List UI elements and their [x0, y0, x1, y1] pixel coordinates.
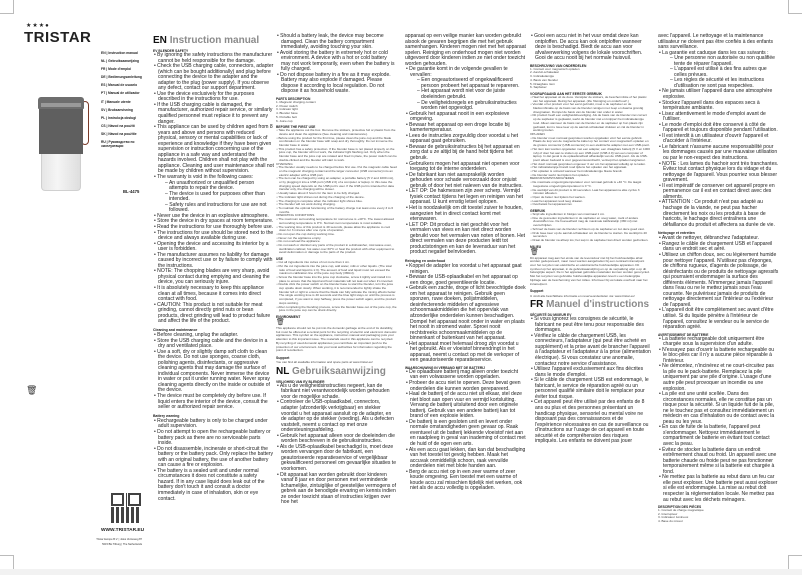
bullet-item: • Store the device in dry spaces at room temperature. — [153, 219, 274, 225]
small-bullet-item: • De blender moet normaal gesproken worden opgeladen vóór het eerste gebruik. Plaats de kop van de magnetische kabel op het contact voor magnetisch opladen en de grotere connector (USB-connector) in een elektrische adapter met een USB-poort. — [530, 137, 651, 148]
small-bullet-item: • De maximale omgevingstemperatuur voor normaal gebruik is +40 °C. De laagst toegestane omgevingstemperatuur is 0 °C. — [530, 181, 651, 188]
bullet-item: • Gooi een accu niet in het vuur omdat deze kan ontploffen. De accu kan ook ontploffen wanneer deze is beschadigd. Biedt de accu aan voor afvalverwerking volgens de lokale voorschriften. Gooi de accu nooit bij het normale huisvuil. — [530, 34, 651, 62]
bullet-item: • Het apparaat moet helemaal droog zijn voordat u het gebruikt. Als er vloeistof binnendringt in het apparaat, neemt u contact op met de verkoper of een geautoriseerde reparatieservice. — [405, 342, 526, 364]
subheading: ENVIRONMENT — [276, 314, 301, 319]
subheading: BESCHRIJVING VAN ONDERDELEN — [530, 63, 587, 68]
bullet-item: • This appliance can be used by children aged from 8 years and above and persons with reduced physical, sensory or mental capabilities or lack of experience and knowledge if they have been given supervision or instruction concerning use of the appliance in a safe way and understand the hazards involved. Children shall not play with the appliance. Cleaning and user maintenance shall not be made by children without supervision. — [153, 125, 274, 175]
bullet-item: • Gebruik een zachte, droge of licht bevochtigde doek om het apparaat te reinigen. Gebruik geen sponzen, ruwe doeken, polijstmiddelen, desinfecterende middelen of agressieve schoonmaakmiddelen die het oppervlak van afzonderlijke onderdelen kunnen beschadigen. Dompel het apparaat nooit onder in water en plaats het nooit in stromend water. Sproei nooit rechtstreeks schoonmaakmiddelen op de binnenkant of buitenkant van het apparaat. — [405, 286, 526, 341]
bullet-item: • Stockez l'appareil dans des espaces secs à température ambiante. — [658, 101, 779, 112]
small-bullet-item: • To maintain the optimal functioning of the battery charge it at least once every 3 to 6 months. — [276, 207, 397, 214]
bullet-item: • Utilisez l'appareil exclusivement aux fins décrites dans le mode d'emploi. — [530, 367, 651, 378]
bullet-item: • Do not disassemble, incinerate or short-circuit the battery or the battery pack. Only replace the battery with an original battery, the use of another battery can cause a fire or explosion. — [153, 447, 274, 469]
company-address — [94, 537, 142, 547]
paragraph: avec l'appareil. Le nettoyage et la maintenance utilisateur ne doivent pas être confiés à des enfants sans surveillance. — [658, 33, 774, 51]
bullet-item: • Never use the device in an explosive atmosphere. — [153, 214, 274, 220]
small-bullet-item: • Het item kan worden opgeladen met een adapter, een draagbare batterij (5 V en 1000 mA) of door het aan te sluiten op een USB-poort (USB 2.0) van een computer of laptop. In dat geval is de oplaadsnelheid afhankelijk van de USB-poort. Als de USB-poort alleen bedoeld is voor gegevensoverdracht, verloopt het opladen langzamer. — [530, 148, 651, 163]
bullet-item: • Lisez attentivement le mode d'emploi avant de l'utiliser. — [658, 112, 779, 123]
subheading: VEILIGHEID VAN EV BLENDER — [276, 379, 325, 384]
bullet-item: • Le fabricant n'assume aucune responsabilité pour les dommages causés par une mauvaise utilisation ou par le non-respect des instructions. — [658, 145, 779, 162]
bullet-item: • Rechargeable battery is only to be charged under adult supervision. — [153, 419, 274, 430]
bullet-item: • The device must be completely dry before use. If liquid enters the interior of the device, consult the seller or authorized repair service. — [153, 394, 274, 411]
language-item: DE | Bedienungsanleitung — [101, 75, 142, 80]
bullet-item: • If the USB charging cable is damaged, the manufacturer, authorized repair service, or similarly qualified personnel must replace it to prevent any danger. — [153, 103, 274, 125]
crop-mark — [788, 0, 802, 14]
language-item: NL | Gebruiksaanwijzing — [101, 59, 140, 64]
address-line: Tristar Europe B.V. | Jules Verneweg 87 — [96, 538, 142, 541]
language-code: NL — [276, 365, 290, 377]
small-text: U vindt alle beschikbare informatie en reserveonderdelen via: www.tristar.eu! — [530, 293, 635, 298]
small-bullet-item: • Put the cut ingredients into the juice cup, add water, milk or other liquids. (The total ratio of food and liquid is 1:3). The amount of food and liquid must not exceed the maximum calibration line of the juice cup body (380ml). — [276, 265, 397, 276]
small-text: 5. Draagbare riem — [530, 81, 555, 86]
bullet-item: • Use a soft, dry or slightly damp soft cloth to clean the device. Do not use sponges, coarse cloth, polishing agents, disinfectants, or aggressive cleaning agents that may damage the surface of individual components. Never immerse the device in water or put it under running water. Never spray cleaning agents directly on the inside or outside of the device. — [153, 350, 274, 394]
bullet-item: • Gebruik het apparaat nooit in een explosieve omgeving. — [405, 112, 526, 123]
text-column — [658, 34, 779, 524]
weee-bin-icon: 🗑 — [276, 318, 285, 326]
small-text: BEDRIJFSOMSTANDIGHEDEN — [530, 176, 575, 181]
subheading: Battery warning — [153, 413, 180, 418]
small-bullet-item: • Cut all ingredients into cubes of not more than 1 cm. — [276, 261, 397, 265]
subheading: VOORAFGAAND AAN HET EERSTE GEBRUIK — [530, 91, 602, 96]
small-bullet-item: • Het opladen is voltooid wanneer het indicatielampje blauw brandt. — [530, 170, 651, 174]
small-bullet-item: • Do not overload the appliance. — [276, 240, 397, 244]
bullet-item: • Do not dispose battery in a fire as it may explode. Battery may also explode if damaged. Please dispose it according to local regulation. Do not dispose it as household waste. — [276, 73, 397, 95]
small-text: OPERATING CONDITIONS — [276, 213, 315, 218]
small-bullet-item: • Dit product heeft een veiligheidsbeveiliging. Als de basis van de blender niet correct op de sapbeker is geplaatst, werkt de blender niet en knippert het indicatielampje rood. Alleen wanneer de basis van de blender en de sapbeker op hun plaats zijn gedraaid, kunt u twee keer op de aan/uit-schakelaar drukken en zal de blender in werking treden. — [530, 114, 651, 133]
small-bullet-item: • The working time of this product is 40 seconds, please allow the appliance to cool down for 3 minutes after one cycle of operation. — [276, 226, 397, 233]
bullet-item: • Before cleaning, unplug the adapter. — [153, 333, 274, 339]
bullet-item: • The warranty is void in the following cases: — [153, 175, 274, 181]
small-bullet-item: • Take the appliance out the box. Remove the stickers, protective foil or plastic from the device and clean the appliance (See cleaning and maintenance). — [276, 129, 397, 136]
small-bullet-item: • De blender werkt niet tijdens het opladen. — [530, 174, 651, 178]
subheading: SÉCURITÉ DU MIXEUR EV — [530, 313, 572, 318]
small-text: 2. Aan/uit-schakelaar — [530, 70, 559, 75]
small-text: 6. Sapbeker — [530, 85, 547, 90]
bullet-item: • By ignoring the safety instructions the manufacturer cannot be held responsible for the damage. — [153, 53, 274, 64]
small-bullet-item: • Open de beker niet tijdens het werken. — [530, 196, 651, 200]
small-bullet-item: • Before using the product for the first time, please clean the juice cup and the blade combination on the blender base with soap and dry thoroughly. Do not immerse the blender base in water. — [276, 137, 397, 148]
bullet-item: • Cet appareil peut être utilisé par des enfants de 8 ans ou plus et des personnes présentant un handicap physique, sensoriel ou mental voire ne disposant pas des connaissances et de l'expérience nécessaires en cas de surveillance ou d'instructions sur l'usage de cet appareil en toute sécurité et de compréhension des risques impliqués. Les enfants ne doivent pas jouer — [530, 400, 651, 444]
small-text: 4. Basis van blender — [530, 77, 559, 82]
bullet-item: • De oplaadbare batterij mag alleen onder toezicht van een volwassene worden opgeladen. — [405, 370, 526, 381]
bullet-item: • Should a battery leak, the device may become damaged. Clean the battery compartment immediately, avoiding touching your skin. — [276, 34, 397, 51]
small-text: 4. Base du mixeur — [658, 519, 683, 524]
subheading: MILIEU — [530, 244, 542, 249]
subheading: USE — [276, 257, 283, 262]
text-column — [530, 34, 651, 445]
bullet-item: • Als een accu gaat lekken, dan kan dat beschadiging van het toestel tot gevolg hebben. Maak het accuvak onmiddellijk schoon, raak vervuilde onderdelen niet met blote handen aan. — [405, 448, 526, 470]
small-bullet-item: • Draai de blender na afloop los; het sap in de sapbeker kan direct worden gedronken. — [530, 239, 651, 243]
address-line: 5015 BH Tilburg | The Netherlands — [102, 543, 142, 546]
small-bullet-item: • The charging is complete when the indicator light shines blue. — [276, 200, 397, 204]
cover-panel — [0, 0, 150, 575]
bullet-item: • Si vous ignorez les consignes de sécurité, le fabricant ne peut être tenu pour responsable des dommages. — [530, 317, 651, 334]
brand-logo: TRISTAR — [24, 29, 92, 46]
bullet-item: • De fabrikant kan niet aansprakelijk worden gehouden voor schade veroorzaakt door onjuist gebruik of door het niet naleven van de instructies. — [405, 173, 526, 190]
bullet-item: • Als de USB-oplaadkabel beschadigd is, moet deze worden vervangen door de fabrikant, een geautoriseerde reparatieservice of vergelijkbaar gekwalificeerd personeel om gevaarlijke situaties te voorkomen. — [276, 445, 397, 473]
bullet-item: • Opening the device and accessing its interior by a user is forbidden. — [153, 242, 274, 253]
model-number: BL-4475 — [123, 189, 140, 194]
bullet-item: • En cas de fuite de la batterie, l'appareil peut s'endommager. Nettoyez immédiatement le compartiment de batterie en évitant tout contact avec la peau. — [658, 425, 779, 447]
bullet-item: • Controleer de USB-oplaadkabel, connectors, adapter (afzonderlijk verkrijgbaar) en stekker voordat u het apparaat aansluit op de adapter, en de adapter op de stekker (voeding). Als u defecten vaststelt, neemt u contact op met onze ondersteuningsafdeling. — [276, 400, 397, 433]
small-bullet-item: • Snijd alle ingrediënten in blokjes van maximaal 1 cm. — [530, 213, 651, 217]
small-text: 3. Indicatielampje — [530, 74, 555, 79]
small-bullet-item: • Never run the appliance empty. — [276, 237, 397, 241]
language-item: IT | Manuale utente — [101, 99, 131, 104]
bullet-item: • LET OP: Dit product is niet geschikt voor het vermalen van vlees en kan niet direct worden gebruikt voor het vermalen van noten of bonen. Het direct vermalen van deze producten leidt tot productstoringen en kan de levensduur van het product negatief beïnvloeden. — [405, 223, 526, 256]
small-text: 3. Indicator light — [276, 107, 298, 112]
subheading: Cleaning and maintenance — [153, 327, 198, 332]
product-cup — [41, 154, 81, 191]
heading-title: Instruction manual — [169, 35, 260, 46]
bullet-item: • Dit apparaat kan worden gebruikt door kinderen vanaf 8 jaar en door personen met verminderde lichamelijke, zintuiglijke of geestelijke vermogens of gebrek aan de benodigde ervaring en kennis indien ze onder toezicht staan of instructies krijgen over hoe het — [276, 473, 397, 506]
bullet-item: • Ne jamais utiliser l'appareil dans une atmosphère explosive. — [658, 89, 779, 100]
product-lid — [38, 97, 84, 109]
small-text: 3. Indicateur lumineux — [658, 515, 689, 520]
crop-mark — [788, 555, 802, 569]
small-text: You can find all available information and spare parts at www.tristar.eu! — [276, 360, 373, 365]
bullet-item: • Koppel de adapter los voordat u het apparaat gaat reinigen. — [405, 264, 526, 275]
small-bullet-item: • Het duurt normaal gesproken ongeveer 3 uur om het apparaat volledig op te laden. — [530, 163, 651, 167]
section-heading — [276, 366, 397, 378]
small-text: CHARGING — [276, 161, 293, 166]
bullet-item: • De garantie komt in de volgende gevallen te vervallen: — [405, 67, 526, 78]
text-column — [153, 34, 274, 502]
section-heading — [530, 299, 651, 311]
bullet-item: • Als u de veiligheidsinstructies negeert, kan de fabrikant niet verantwoordelijk worden gehouden voor de mogelijke schade. — [276, 384, 397, 401]
heading-title: Manuel d'instructions — [546, 299, 650, 311]
sub-bullet-item: – The device is used for purposes other than intended. — [153, 192, 274, 203]
small-text: 1. Contact de charge magnétique — [658, 508, 704, 513]
section-heading — [153, 35, 274, 47]
bullet-item: • Rangez le câble de chargement USB et l'appareil dans un endroit sec et aéré. — [658, 242, 779, 253]
bullet-item: • La pile est une unité scellée. Dans des circonstances normales, elle ne constitue pas un risque pour la sécurité. Si un liquide fuit de la pile, ne le touchez pas et consultez immédiatement un médecin en cas d'inhalation ou de contact avec la peau ou les yeux. — [658, 392, 779, 425]
bullet-item: • Vérifiez le câble de chargement USB, les connecteurs, l'adaptateur (qui peut être acheté en supplément) et la prise avant de brancher l'appareil à l'adaptateur et l'adaptateur à la prise (alimentation électrique). Si vous constatez une anomalie, contactez notre service d'assistance. — [530, 334, 651, 367]
bullet-item: • Gebruik het apparaat alleen voor de doeleinden die worden beschreven in de gebruiksinstructies. — [276, 434, 397, 445]
small-bullet-item: • The blender will not work during charging. — [276, 203, 397, 207]
bullet-item: • Il est interdit à un utilisateur d'ouvrir l'appareil et d'accéder à l'intérieur. — [658, 134, 779, 145]
paragraph: apparaat op een veilige manier kan worden gebruikt alsook de gevaren begrijpen die met het gebruik samenhangen. Kinderen mogen niet met het apparaat spelen. Reiniging en onderhoud mogen niet worden uitgevoerd door kinderen indien ze niet onder toezicht worden gehouden. — [405, 33, 526, 67]
bullet-item: • Utilisez un chiffon doux, sec ou légèrement humide pour nettoyer l'appareil. N'utilisez pas d'éponges, de chiffons rugueux, d'agents de polissage, de désinfectants ou de produits de nettoyage agressifs qui pourraient endommager la surface des différents éléments. N'immergez jamais l'appareil dans l'eau ou ne le mettez jamais sous l'eau courante. Ne pulvérisez jamais de produits de nettoyage directement sur l'intérieur ou l'extérieur de l'appareil. — [658, 253, 779, 308]
small-text: 2. Interrupteur — [658, 511, 678, 516]
small-bullet-item: • Doe de gesneden ingrediënten in de sapbeker en voeg water, melk of andere vloeistoffen toe. De hoeveelheid mag de maximale kalibratielijn (380 ml) niet overschrijden. — [530, 217, 651, 228]
bullet-item: • De batterij is een gesloten unit en levert onder normale omstandigheden geen gevaar op. Raak eventueel uit de batterij lekkende vloeistof niet aan en raadpleeg in geval van inademing of contact met de huid of de ogen een arts. — [405, 420, 526, 448]
bullet-item: • N'essayez pas d'ouvrir la batterie rechargeable ou le bloc-piles car il n'y a aucune pièce réparable à l'intérieur. — [658, 348, 779, 365]
bullet-item: • Bewaar de USB-oplaadkabel en het apparaat op een droge, goed geventileerde locatie. — [405, 275, 526, 286]
bullet-item: • Probeer de accu niet te openen. Deze bevat geen onderdelen die kunnen worden gerepareerd. — [405, 381, 526, 392]
small-text: 1. Contact voor magnetisch opladen — [530, 66, 580, 71]
sub-bullet-item: – Une personne non autorisée ou non qualifiée tente de réparer l'appareil. — [658, 56, 779, 67]
small-text: OPLADEN — [530, 131, 545, 136]
bullet-item: • La batterie rechargeable doit uniquement être chargée sous la supervision d'un adulte. — [658, 337, 779, 348]
language-item: SV | Bruksanvisning — [101, 107, 133, 112]
sub-bullet-item: – Het apparaat wordt niet voor de juiste doeleinden gebruikt. — [405, 89, 526, 100]
bullet-item: • Check the USB charging cable, connectors, adapter (which can be bought additionally) and plug before connecting the device to the adapter and the adapter to the plug (power supply). If you observe any defect, contact our support department. — [153, 64, 274, 92]
bullet-item: • CAUTION: This product is not suitable for meat grinding, cannot directly grind nuts or bean products, direct grinding will lead to product failure and affect the life of the product. — [153, 303, 274, 325]
subheading: BEFORE THE FIRST USE — [276, 125, 316, 130]
bullet-item: • NOTE : Les lames du hachoir sont très tranchantes. Évitez tout contact physique lors du vidage et du nettoyage de l'appareil. Vous pourriez vous blesser gravement. — [658, 162, 779, 184]
small-bullet-item: • The item can be charged by using an adapter, a portable battery (5 V and 1000 mA), or by plugging it into a USB port (USB 2.0) of a computer or laptop. In this case the charging speed depends on the USB port's user. If the USB port is intended for data transfer only, the charging will be slower. — [276, 177, 397, 192]
bullet-item: • L'appareil doit être complètement sec avant d'être utilisé. Si du liquide pénètre à l'intérieur de l'appareil, consultez le vendeur ou le service de réparation agréé. — [658, 308, 779, 330]
small-text: Dit apparaat mag aan het einde van de levensduur niet bij het huishoudelijke afval worden gedeponeerd, maar moet worden aangeboden bij een centraal inzamelpunt voor het recyclen van elektrische en elektronische huishoudelijke apparaten. Dit symbool op het apparaat, in de gebruiksaanwijzing en op de verpakking wijst u op dit belangrijke aspect. De in het apparaat gebruikte materialen kunnen worden gerecycled. Met het recyclen van gebruikte huishoudelijke apparaten levert u een belangrijke bijdrage aan de bescherming van het milieu. Informeer bij uw lokale overheid naar het inzamelpunt. — [530, 255, 650, 286]
subheading: Reiniging en onderhoud — [405, 258, 446, 263]
small-bullet-item: • Double click the power switch on the blender base to start the blender, turn the juice cup upside down slowly. When working, it is recommended to lightly shake the blender left or right to ensure that the blade can fully activate the mixing effects better. The single working time is 40 seconds and the blue light stays on until the process is completed, if you want to stop halfway, press the power switch again, and the product stops working. — [276, 283, 397, 305]
subheading: EV BLENDER SAFETY — [153, 49, 189, 53]
bullet-item: • Si le câble de chargement USB est endommagé, le fabricant, le service de réparation agréé ou un personnel qualifié similaire doit le remplacer pour éviter tout risque. — [530, 378, 651, 400]
subheading: Support — [276, 355, 290, 360]
sub-bullet-item: – Safety rules and instructions for use are not followed. — [153, 203, 274, 214]
subheading: Nettoyage et entretien — [658, 231, 695, 236]
bullet-item: • Gebruikers mogen het apparaat niet openen voor toegang tot de interne onderdelen. — [405, 162, 526, 173]
bullet-item: • The instructions for use should be stored next to the device and always available during use. — [153, 231, 274, 242]
small-bullet-item: • This product has a safety protection. If the blender base is not placed properly on the juice cup, the blender will not work, the indicator light flashing red. Only when the blender base and the juice cup are rotated and fixed in place, the power switch can be double-clicked and the blender will start to work. — [276, 148, 397, 163]
sub-bullet-item: – Een ongeautoriseerd of ongekwalificeerd persoon probeert het apparaat te repareren. — [405, 78, 526, 89]
language-item: SK | Návod na použitie — [101, 131, 137, 136]
bullet-item: • Bewaar de gebruiksinstructies bij het apparaat en zorg dat u ze altijd bij de hand hebt tijdens het gebruik. — [405, 145, 526, 162]
bullet-item: • Do not attempt to open the rechargeable battery or battery pack as there are no serviceable parts inside. — [153, 430, 274, 447]
bullet-item: • Évitez de stocker la batterie dans un endroit extrêmement chaud ou froid. Un appareil avec une batterie chaude ou froide peut ne pas fonctionner temporairement même si la batterie est chargée à fond. — [658, 448, 779, 476]
small-bullet-item: • After completing the blending process, screw the blender base out of the juice cup, the juice in the juice cup can be drunk directly. — [276, 306, 397, 313]
language-code: FR — [530, 299, 544, 311]
small-text: 2. Power switch — [276, 103, 298, 108]
language-item: RU | Руководство по эксплуатации — [101, 140, 135, 149]
product-image — [37, 97, 97, 197]
small-bullet-item: • De werktijd van dit product is 40 seconden. Laat het apparaat na elke cyclus 3 minuten afkoelen. — [530, 189, 651, 196]
language-item: PL | Instrukcja obsługi — [101, 115, 137, 120]
small-text: 4. Blender base — [276, 111, 298, 116]
small-bullet-item: • Usually takes about 3 hours for the item to be fully charged. — [276, 192, 397, 196]
small-bullet-item: • Haal het apparaat uit de doos. Verwijder de stickers, de beschermfolie of het plastic van het apparaat. Reinig het apparaat. (Zie 'Reiniging en onderhoud'.) — [530, 96, 651, 103]
website-url: WWW.TRISTAR.EU — [101, 528, 145, 533]
language-list — [101, 51, 151, 148]
small-bullet-item: • Do not open the cup during working time. — [276, 233, 397, 237]
bullet-item: • Use the device exclusively for the purposes described in the instructions for use. — [153, 92, 274, 103]
language-item: PT | Manual de utilizador — [101, 91, 140, 96]
bullet-item: • Berg de accu niet op in een zeer warme of zeer koude omgeving. Een toestel met een warme of koude accu zal misschien tijdelijk niet werken, ook niet als de accu volledig is opgeladen. — [405, 470, 526, 492]
small-bullet-item: • Screw the blender base into the juice cup clockwise, screw it tightly and install it in place to ensure that the liquid and food materials will not leak out when it's inverted. — [276, 276, 397, 283]
small-text: This appliance should not be put into the domestic garbage at the end of its durability, but must be offered at a central point for the recycling of electric and electronic domestic appliances. This symbol on the appliance, instruction manual and packaging puts your attention to this important issue. The materials used in this appliance can be recycled. By recycling of used domestic appliances you contribute an important push to the protection of our environment. Ask your local authorities for information regarding the point of recollection. — [276, 325, 397, 353]
small-bullet-item: • The indicator light shines red during the charging of the device. — [276, 196, 397, 200]
logo-stars-icon: ★★★● — [26, 23, 50, 29]
bullet-item: • Ne mettez pas la batterie au rebut dans un feu car elle peut exploser. Une batterie peut aussi exploser si elle est endommagée. La mise au rebut doit respecter la réglementation locale. Ne mettez pas au rebut avec les déchets ménagers. — [658, 475, 779, 503]
language-code: EN — [153, 35, 167, 46]
page-bottom-edge — [0, 569, 802, 575]
small-bullet-item: • Het indicatielampje brandt rood tijdens het opladen van het apparaat. — [530, 166, 651, 170]
bullet-item: • La garantie est caduque dans les cas suivants : — [658, 51, 779, 57]
bullet-item: • It is absolutely necessary to keep this appliance clean at all times, because it comes into direct contact with food. — [153, 286, 274, 303]
language-item: EN | Instruction manual — [101, 51, 138, 55]
small-bullet-item: • Laat het apparaat nooit leeg draaien. — [530, 200, 651, 204]
small-bullet-item: • The blender usually needs to be charged before first use. Put the magnetic cable head on the magnetic charging contact and the larger connector (USB connector) into an electric adapter with a USB port. — [276, 166, 397, 177]
subheading: DESCRIPTION DES PIÈCES — [658, 505, 702, 510]
subheading: PARTS DESCRIPTION — [276, 97, 311, 102]
weee-bin-icon: 🗑 — [530, 248, 539, 256]
bullet-item: • Avoid storing the battery in extremely hot or cold environment. A device with a hot or cold battery may not work temporarily, even when the battery is fully charged. — [276, 51, 397, 73]
small-bullet-item: • Overbelast het apparaat niet. — [530, 203, 651, 207]
bullet-item: • NOTE: The chopping blades are very sharp, avoid physical contact during emptying and cleaning the device, you can seriously injure. — [153, 269, 274, 286]
subheading: Support — [530, 289, 544, 294]
bullet-item: • Het is noodzakelijk om dit toestel zuiver te houden, aangezien het in direct contact komt met etenswaren. — [405, 206, 526, 223]
bullet-item: • ATTENTION : Ce produit n'est pas adapté au hachage de la viande, ne peut pas hacher directement les noix ou les produits à base de haricots, le hachage direct entraînera une défaillance du produit et affectera sa durée de vie. — [658, 200, 779, 228]
sub-bullet-item: – An unauthorized or unqualified person attempts to repair the device. — [153, 181, 274, 192]
sub-bullet-item: – L'appareil est utilisé à des fins autres que celles prévues. — [658, 67, 779, 78]
language-item: FR | Mode d'emploi — [101, 67, 132, 72]
bullet-item: • Lees de instructies zorgvuldig door voordat u het apparaat gaat gebruiken. — [405, 134, 526, 145]
qr-code — [111, 493, 141, 523]
bullet-item: • Le mode d'emploi doit être conservé à côté de l'appareil et toujours disponible pendant l'utilisation. — [658, 123, 779, 134]
bullet-item: • The battery is a sealed unit and under normal circumstances it does not constitute a safety hazard. If in any case liquid does leak out of the battery don't touch it and consult a doctor immediately in case of inhalation, skin or eye contact. — [153, 469, 274, 502]
sub-bullet-item: – Les règles de sécurité et les instructions d'utilisation ne sont pas respectées. — [658, 78, 779, 89]
language-item: ES | Manual de usuario — [101, 83, 138, 88]
subheading: WAARSCHUWING IN VERBAND MET DE BATTERIJ — [405, 365, 485, 370]
bullet-item: • Haal de batterij of de accu niet uit elkaar, stel deze niet bloot aan open vuur en vermijd kortsluiting. Vervang de batterij uitsluitend door een originele batterij. Gebruik van een andere batterij kan tot brand of een explosie leiden. — [405, 392, 526, 420]
small-bullet-item: • Voordat u het product voor het eerst gebruikt, moet u de sapbeker en de bladcombinatie op de basis van de blender reinigen met zeep en daarna grondig droogmaken. Dompel de basis van de blender niet onder in water. — [530, 103, 651, 114]
bullet-item: • Avant de nettoyer, débranchez l'adaptateur. — [658, 236, 779, 242]
sub-bullet-item: – De veiligheidsregels en gebruiksinstructies worden niet opgevolgd. — [405, 101, 526, 112]
bullet-item: • Read the instructions for use thoroughly before use. — [153, 225, 274, 231]
text-column — [405, 34, 526, 492]
small-text: 1. Magnetic charging contact — [276, 100, 316, 105]
bullet-item: • The manufacturer assumes no liability for damage caused by incorrect use or by failure to comply with the instructions. — [153, 253, 274, 270]
product-sleeve — [39, 109, 83, 154]
bullet-item: • Il est impératif de conserver cet appareil propre en permanence car il est en contact direct avec des aliments. — [658, 184, 779, 201]
bullet-item: • Ne démontez, n'incinérez et ne court-circuitez pas la pile ou le pack-batterie. Remplacez la pile uniquement par une pile d'origine. L'usage d'une autre pile peut provoquer un incendie ou une explosion. — [658, 364, 779, 392]
small-text: 6. Juice cup — [276, 118, 293, 123]
heading-title: Gebruiksaanwijzing — [291, 365, 386, 377]
small-bullet-item: • Druk twee keer op de aan/uit-schakelaar om de blender te starten. De werktijd is 40 seconden. — [530, 232, 651, 239]
weee-bin-icon: 🗑 — [26, 385, 38, 395]
bullet-item: • LET OP: De hakmessen zijn zeer scherp. Vermijd fysiek contact tijdens het legen en reinigen van het apparaat. U kunt ernstig letsel oplopen. — [405, 189, 526, 206]
small-text: 5. Portable belt — [276, 114, 297, 119]
subheading: AVERTISSEMENT DE BATTERIE — [658, 332, 709, 337]
bullet-item: • Bewaar het apparaat op een droge locatie bij kamertemperatuur. — [405, 123, 526, 134]
text-column — [276, 34, 397, 506]
subheading: GEBRUIK — [530, 209, 546, 214]
small-bullet-item: • The maximum surrounding temperature for normal use is +40°C. The lowest allowed surrounding temperature is 0°C. Normal room temperature is most suitable. — [276, 218, 397, 225]
bullet-item: • Store the USB charging cable and the device in a dry and ventilated place. — [153, 339, 274, 350]
small-bullet-item: • Schroef de basis van de blender rechtsom op de sapbeker en zet deze goed vast. — [530, 228, 651, 232]
language-item: CS | Návod na použití — [101, 123, 135, 128]
small-bullet-item: • Do not wash or disinfect any parts of the product in a dishwasher, microwave oven, sterilization cabinet; hot water over 60°C or heat the product with other equipment to avoid deformation or damage to the parts of the product. — [276, 244, 397, 255]
